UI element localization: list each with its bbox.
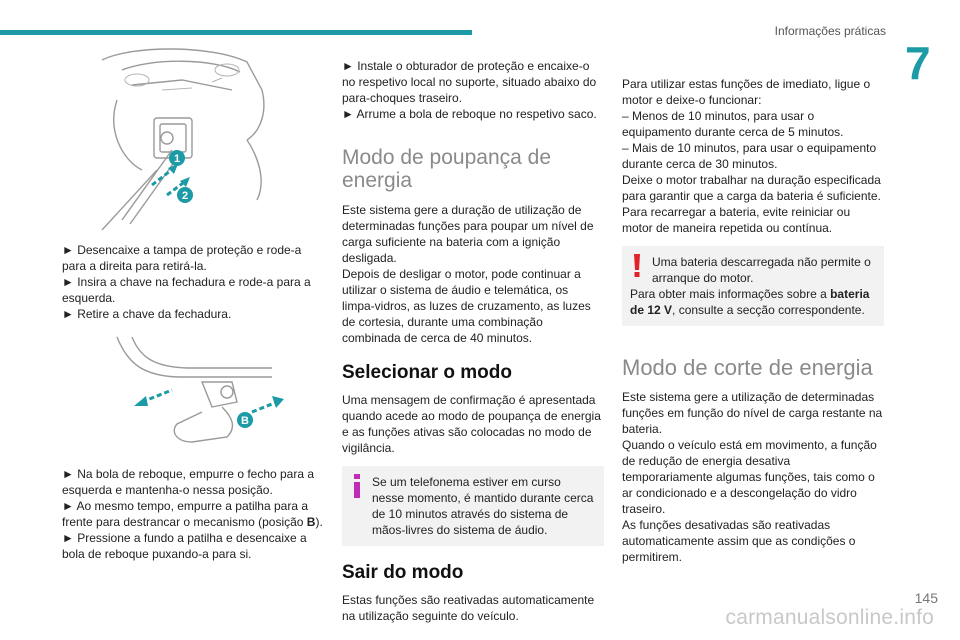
immediate-use-paragraph: Para utilizar estas funções de imediato, ligue o motor e deixe-o funcionar: (622, 77, 871, 107)
page-number: 145 (914, 590, 938, 606)
step-push-tab: ► Ao mesmo tempo, empurre a patilha para a frente para destrancar o mecanismo (posição B). (62, 499, 323, 529)
step-insert-key: ► Insira a chave na fechadura e rode-a para a esquerda. (62, 275, 311, 305)
chapter-number: 7 (905, 37, 931, 89)
column-3 (622, 76, 884, 565)
running-title: Informações práticas (774, 24, 886, 38)
info-note-text: Se um telefonema estiver em curso nesse momento, é mantido durante cerca de 10 minutos através do sistema de mãos-livres do sistema de áudio. (372, 475, 594, 537)
warning-icon (630, 254, 644, 278)
heading-exit-mode: Sair do modo (342, 562, 464, 583)
info-note-box (342, 466, 604, 546)
tow-ball-release-illustration (62, 332, 324, 452)
tow-hook-lock-illustration (62, 40, 324, 230)
header-accent-bar (0, 30, 472, 35)
warning-note-box (622, 246, 884, 326)
step-remove-key: ► Retire a chave da fechadura. (62, 307, 232, 321)
cut-paragraph-2: Quando o veículo está em movimento, a função de redução de energia desativa temporariamente algumas funções, tais como o ar condicionado e a descongelação do vidro traseiro. (622, 438, 877, 516)
heading-energy-cut-mode: Modo de corte de energia (622, 355, 873, 380)
step-store-ball: ► Arrume a bola de reboque no respetivo saco. (342, 107, 597, 121)
column-1 (62, 40, 324, 562)
recharge-paragraph: Para recarregar a bateria, evite reiniciar ou motor de maneira repetida ou contínua. (622, 205, 851, 235)
step-remove-cap: ► Desencaixe a tampa de proteção e rode-a para a direita para retirá-la. (62, 243, 302, 273)
callout-b-badge: B (241, 415, 249, 427)
info-icon (350, 474, 364, 498)
callout-1-badge: 1 (173, 153, 181, 165)
cut-paragraph-1: Este sistema gere a utilização de determinadas funções em função do nível de carga restante na bateria. (622, 390, 883, 436)
step-release-ball: ► Pressione a fundo a patilha e desencaixe a bola de reboque puxando-a para si. (62, 531, 307, 561)
exit-paragraph: Estas funções são reativadas automaticamente na utilização seguinte do veículo. (342, 593, 595, 623)
warning-note-line-1: Uma bateria descarregada não permite o arranque do motor. (652, 255, 871, 285)
watermark-text: carmanualsonline.info (725, 606, 934, 629)
saving-paragraph-1: Este sistema gere a duração de utilização de determinadas funções para poupar um nível de carga suficiente na bateria com a ignição desligada. (342, 203, 594, 265)
heading-energy-saving-mode: Modo de poupança de energia (342, 146, 552, 192)
dash-over-10: – Mais de 10 minutos, para usar o equipamento durante cerca de 30 minutos. (622, 141, 877, 171)
warning-note-line-2: Para obter mais informações sobre a bateria de 12 V, consulte a secção correspondente. (630, 287, 870, 317)
run-engine-paragraph: Deixe o motor trabalhar na duração especificada para garantir que a carga da bateria é suficiente. (622, 173, 881, 203)
step-install-shutter: ► Instale o obturador de proteção e encaixe-o no respetivo local no suporte, situado abaixo do para-choques traseiro. (342, 59, 597, 105)
callout-2-badge: 2 (181, 190, 189, 202)
saving-paragraph-2: Depois de desligar o motor, pode continuar a utilizar o sistema de áudio e telemática, os limpa-vidros, as luzes de cruzamento, as luzes de cortesia, durante uma combinação combinada de cerca de 40 minutos. (342, 267, 591, 345)
heading-select-mode: Selecionar o modo (342, 362, 512, 383)
cut-paragraph-3: As funções desativadas são reativadas automaticamente assim que as condições o permitirem. (622, 518, 856, 564)
dash-under-10: – Menos de 10 minutos, para usar o equipamento durante cerca de 5 minutos. (622, 109, 844, 139)
column-2 (342, 58, 604, 624)
step-push-latch: ► Na bola de reboque, empurre o fecho para a esquerda e mantenha-o nessa posição. (62, 467, 315, 497)
select-paragraph: Uma mensagem de confirmação é apresentada quando acede ao modo de poupança de energia e as funções ativas são colocadas no modo de vigilância. (342, 393, 601, 455)
